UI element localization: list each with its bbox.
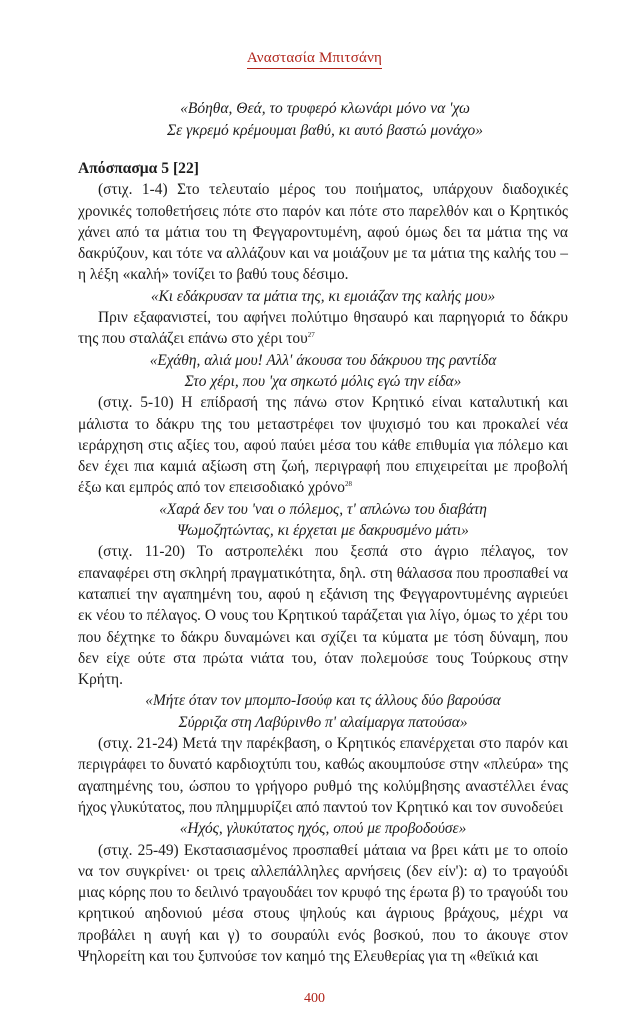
epigraph-line: Σε γκρεμό κρέμουμαι βαθύ, κι αυτό βαστώ μονάχο»: [166, 122, 484, 139]
epigraph-line: «Βόηθα, Θεά, το τρυφερό κλωνάρι μόνο να 'χω: [180, 100, 470, 117]
paragraph: (στιχ. 11-20) Το αστροπελέκι που ξεσπά στο άγριο πέλαγος, τον επαναφέρει στη σκληρή πραγματικότητα, δηλ. στη θάλασσα που προσπαθεί να καταπιεί την αγαπημένη του, αφού η εξάνιση της Φεγγαροντυμένης αγριεύει εκ νέου το πέλαγος. Ο νους του Κρητικού ταράζεται για λίγο, όμως το χέρι του που δέχτηκε το δάκρυ δυναμώνει και σχίζει τα κύματα με τόση δύναμη, που δεν είχε ούτε στα πρώτα νιάτα του, όταν πολεμούσε τους Τούρκους στην Κρήτη.: [78, 543, 568, 689]
author-name: Αναστασία Μπιτσάνη: [247, 50, 382, 69]
page-number: 400: [304, 991, 325, 1006]
section-title: Απόσπασμα 5 [22]: [78, 160, 199, 177]
body-text: [78, 158, 568, 967]
verse-quote: «Κι εδάκρυσαν τα μάτια της, κι εμοιάζαν της καλής μου»: [150, 287, 496, 305]
paragraph: (στιχ. 21-24) Μετά την παρέκβαση, ο Κρητικός επανέρχεται στο παρόν και περιγράφει το δυνατό καρδιοχτύπι του, καθώς ακουμπούσε στην «πλεύρα» της αγαπημένης του, ώσπου το γρήγορο ρυθμό της κολύμβησης αναστέλλει ένας ήχος γλυκύτατος, που πλημμυρίζει από παντού τον Κρητικό και τον συνοδεύει: [78, 735, 568, 816]
verse-quote: Στο χέρι, που 'χα σηκωτό μόλις εγώ την είδα»: [184, 372, 462, 390]
paragraph: (στιχ. 25-49) Εκστασιασμένος προσπαθεί μάταια να βρει κάτι με το οποίο να τον συγκρίνει· οι τρεις αλλεπάλληλες αρνήσεις (δεν είν'): α) το τραγούδι μιας κόρης που το δειλινό τραγουδάει τον κρυφό της έρωτα β) το τραγούδι του κρητικού αηδονιού μέσα στους ψηλούς και άγριους βράχους, μέχρι να προβάλει η αυγή και γ) το σουραύλι ενός βοσκού, που το άκουγε στον Ψηλορείτη και του ξυπνούσε τον καημό της Ελευθερίας για τη «θεϊκιά και: [78, 841, 568, 965]
paragraph: Πριν εξαφανιστεί, του αφήνει πολύτιμο θησαυρό και παρηγοριά το δάκρυ της που σταλάζει επάνω στο χέρι του$^{27}$: [78, 309, 568, 348]
epigraph: [70, 98, 580, 142]
verse-quote: Ψωμοζητώντας, κι έρχεται με δακρυσμένο μάτι»: [177, 522, 469, 540]
paragraph: (στιχ. 1-4) Στο τελευταίο μέρος του ποιήματος, υπάρχουν διαδοχικές χρονικές τοποθετήσεις πότε στο παρόν και πότε στο παρελθόν και ο Κρητικός χάνει από τα μάτια του τη Φεγγαροντυμένη, αφού όμως δει τα μάτια της να δακρύζουν, και τότε να αλλάζουν και να μοιάζουν με τα μάτια της καλής του – η λέξη «καλή» τονίζει το βαθύ τους δέσιμο.: [78, 181, 568, 284]
verse-quote: Σύρριζα στη Λαβύρινθο π' αλαίμαργα πατούσα»: [178, 713, 468, 731]
verse-quote: «Μήτε όταν τον μπομπο-Ισούφ και τς άλλους δύο βαρούσα: [145, 692, 501, 710]
verse-quote: «Χαρά δεν του 'ναι ο πόλεμος, τ' απλώνω του διαβάτη: [159, 500, 487, 518]
verse-quote: «Εχάθη, αλιά μου! Αλλ' άκουσα του δάκρυου της ραντίδα: [149, 351, 497, 369]
verse-quote: «Ηχός, γλυκύτατος ηχός, οπού με προβοδούσε»: [179, 820, 467, 838]
footnote-ref: 28: [344, 480, 352, 489]
running-header: [0, 50, 629, 67]
footnote-ref: 27: [307, 331, 315, 340]
paragraph: (στιχ. 5-10) Η επίδρασή της πάνω στον Κρητικό είναι καταλυτική και μάλιστα το δάκρυ της του μεταστρέφει τον ψυχισμό του και προκαλεί νέα ιεράρχηση στις αξίες του, αφού παύει μέσα του κάθε επιθυμία για πόλεμο και δεν έχει πια καμιά αξίωση στη ζωή, περιγραφή που επιχειρείται με προβολή έξω και εμπρός από τον επεισοδιακό χρόνο$^{28}$: [78, 394, 568, 497]
